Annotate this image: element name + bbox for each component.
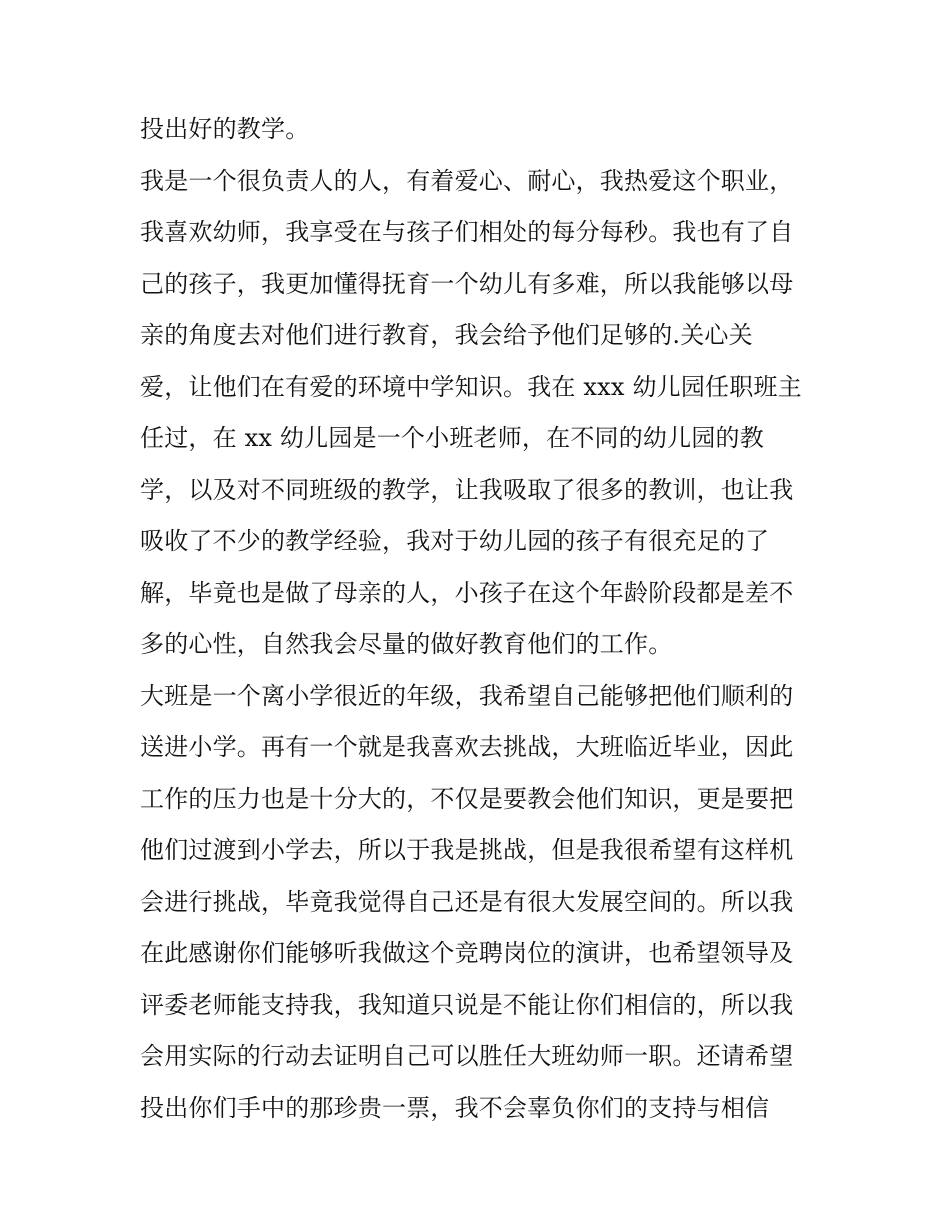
text-line: 己的孩子，我更加懂得抚育一个幼儿有多难，所以我能够以母	[140, 269, 794, 298]
text-line: 解，毕竟也是做了母亲的人，小孩子在这个年龄阶段都是差不	[140, 578, 794, 607]
text-line: 多的心性，自然我会尽量的做好教育他们的工作。	[140, 630, 673, 658]
text-line: 亲的角度去对他们进行教育，我会给予他们足够的.关心关	[140, 321, 753, 349]
text-line: 送进小学。再有一个就是我喜欢去挑战，大班临近毕业，因此	[140, 733, 794, 761]
text-line: 爱，让他们在有爱的环境中学知识。我在 xxx 幼儿园任职班主	[140, 372, 802, 401]
text-line: 投出你们手中的那珍贵一票，我不会辜负你们的支持与相信	[140, 1093, 770, 1122]
text-line: 工作的压力也是十分大的，不仅是要教会他们知识，更是要把	[140, 784, 794, 813]
text-line: 投出好的教学。	[140, 115, 310, 143]
text-line: 任过，在 xx 幼儿园是一个小班老师，在不同的幼儿园的教	[140, 424, 764, 452]
text-line: 会用实际的行动去证明自己可以胜任大班幼师一职。还请希望	[140, 1042, 794, 1070]
body-text	[140, 104, 820, 1134]
text-line: 学，以及对不同班级的教学，让我吸取了很多的教训，也让我	[140, 475, 794, 504]
text-line: 评委老师能支持我，我知道只说是不能让你们相信的，所以我	[140, 990, 794, 1019]
text-line: 他们过渡到小学去，所以于我是挑战，但是我很希望有这样机	[140, 836, 794, 864]
text-line: 我是一个很负责人的人，有着爱心、耐心，我热爱这个职业，	[140, 166, 794, 195]
text-line: 我喜欢幼师，我享受在与孩子们相处的每分每秒。我也有了自	[140, 218, 794, 246]
text-line: 吸收了不少的教学经验，我对于幼儿园的孩子有很充足的了	[140, 527, 770, 555]
text-line: 在此感谢你们能够听我做这个竞聘岗位的演讲，也希望领导及	[140, 939, 794, 967]
text-line: 大班是一个离小学很近的年级，我希望自己能够把他们顺利的	[140, 681, 794, 710]
text-line: 会进行挑战，毕竟我觉得自己还是有很大发展空间的。所以我	[140, 887, 794, 916]
